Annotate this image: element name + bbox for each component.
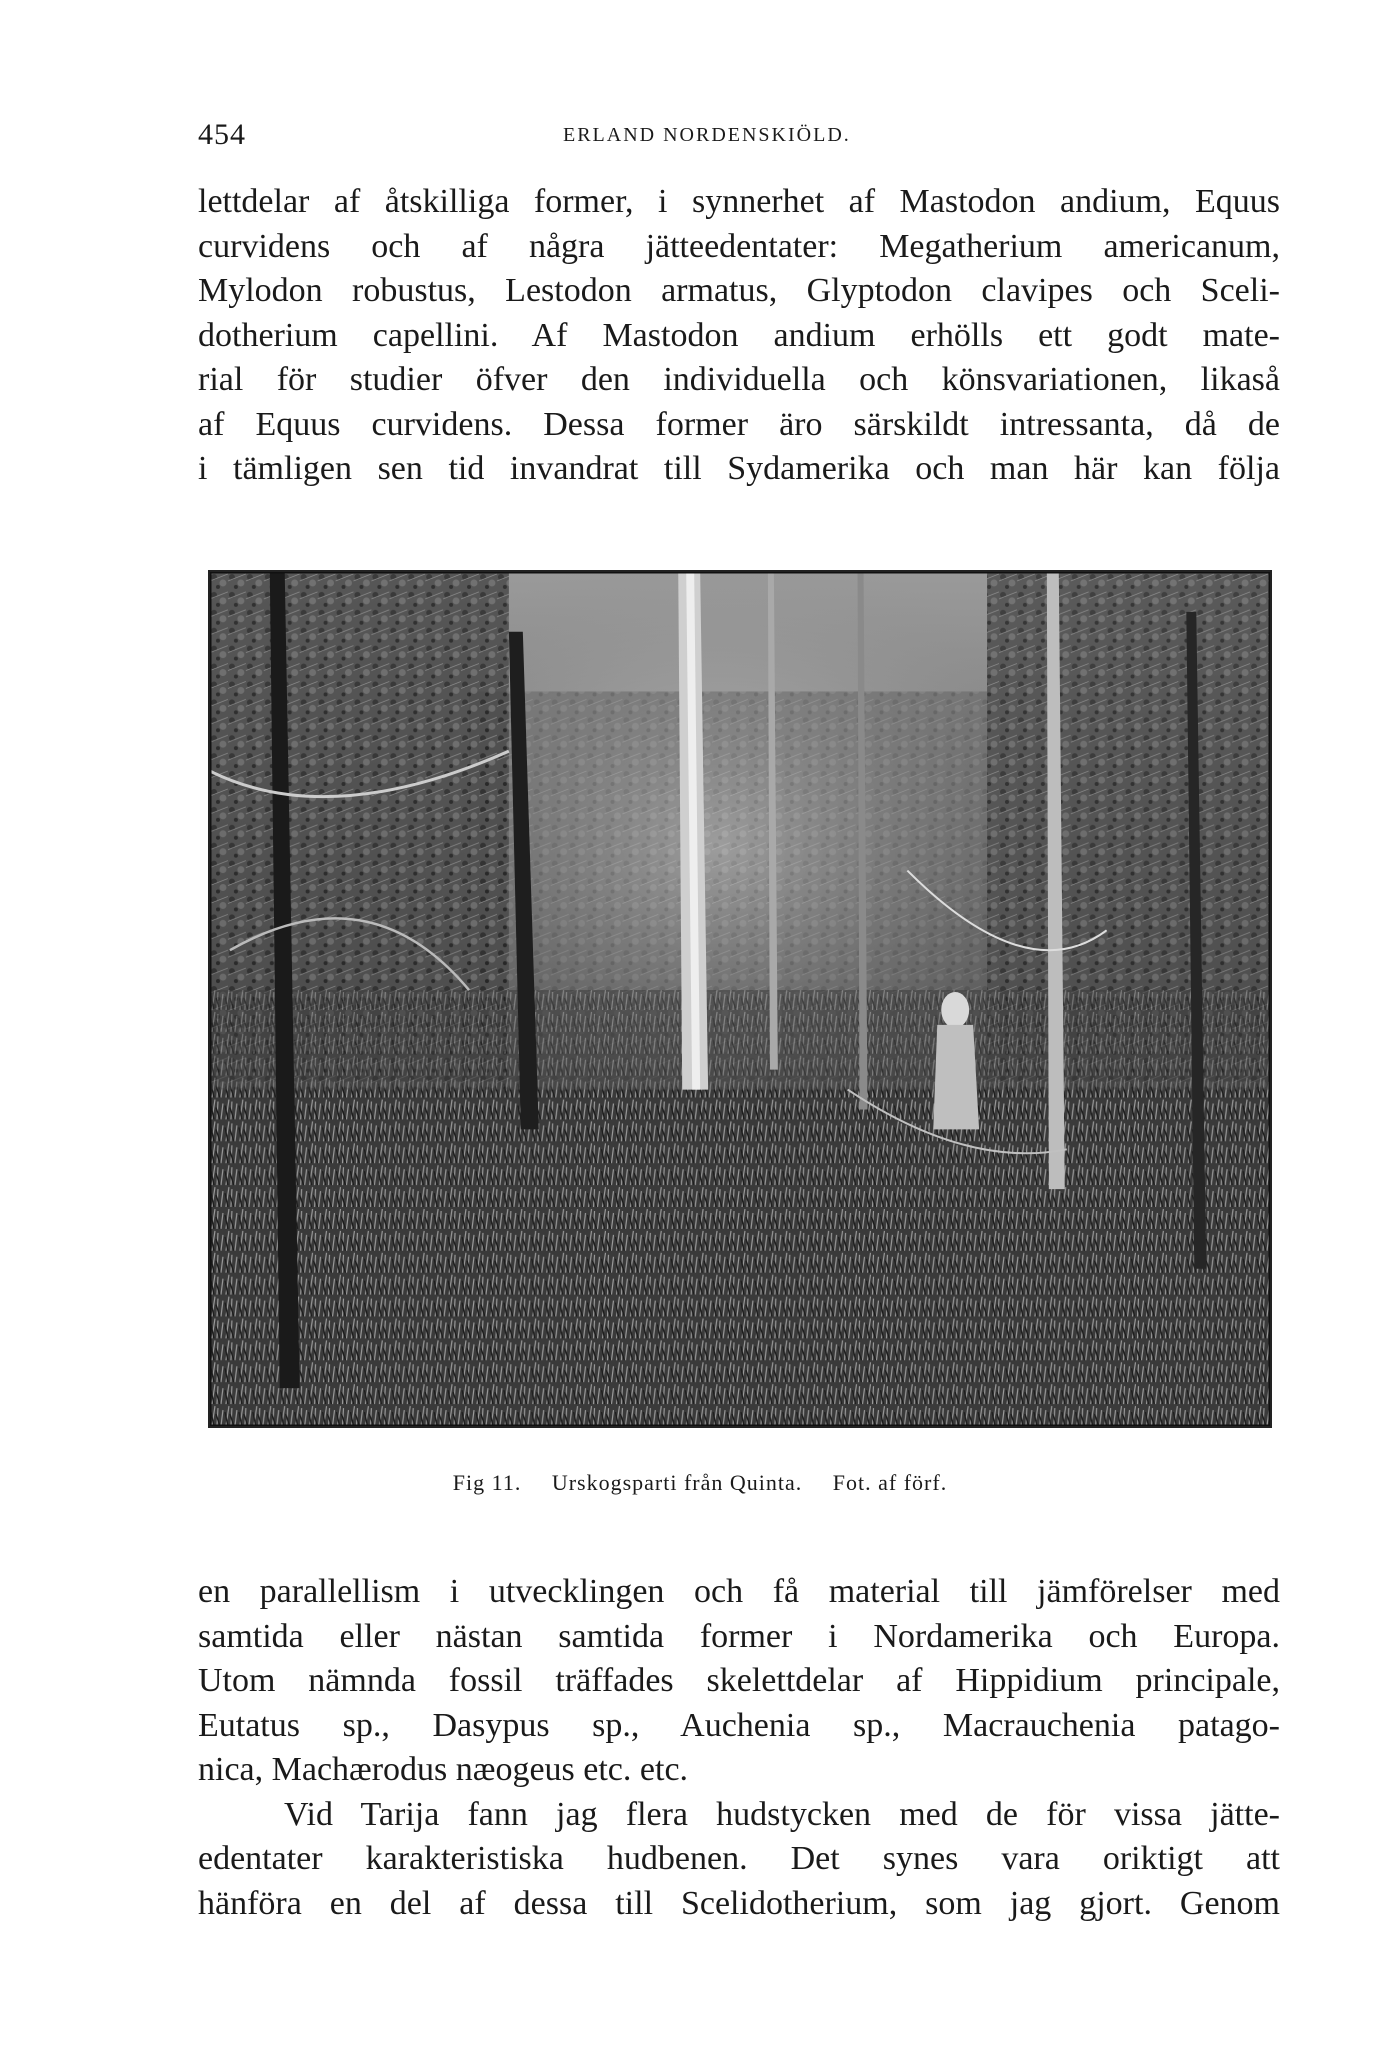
figure-caption [0,1470,1400,1496]
text-line: edentater karakteristiska hudbenen. Det synes vara oriktigt att [198,1840,1280,1877]
text-line: Vid Tarija fann jag flera hudstycken med de för vissa jätte- [284,1795,1280,1833]
page-header [198,118,1198,158]
figure-label: Fig 11. [452,1470,522,1495]
figure-title: Urskogsparti från Quinta. [551,1470,803,1495]
text-line: Mylodon robustus, Lestodon armatus, Glyptodon clavipes och Sceli- [198,272,1280,309]
text-line: curvidens och af några jätteedentater: Megatherium americanum, [198,227,1280,265]
text-line: en parallellism i utvecklingen och få material till jämförelser med [198,1573,1280,1610]
text-line: hänföra en del af dessa till Scelidotherium, som jag gjort. Genom [198,1884,1280,1922]
text-line: dotherium capellini. Af Mastodon andium erhölls ett godt mate- [198,316,1280,354]
text-line: lettdelar af åtskilliga former, i synnerhet af Mastodon andium, Equus [198,183,1280,220]
text-line: samtida eller nästan samtida former i Nordamerika och Europa. [198,1617,1280,1655]
running-head: ERLAND NORDENSKIÖLD. [563,124,851,146]
page-number: 454 [198,118,246,151]
forest-photo-illustration [210,572,1270,1426]
text-line: rial för studier öfver den individuella och könsvariationen, likaså [198,361,1280,398]
text-line: i tämligen sen tid invandrat till Sydamerika och man här kan följa [198,450,1280,487]
paragraph-bottom [198,1570,1280,1926]
text-line: af Equus curvidens. Dessa former äro särskildt intressanta, då de [198,405,1280,443]
text-line: Eutatus sp., Dasypus sp., Auchenia sp., Macrauchenia patago- [198,1706,1280,1744]
forest-photograph [208,570,1272,1428]
paragraph-top [198,180,1280,492]
text-line: nica, Machærodus næogeus etc. etc. [198,1751,689,1788]
text-line: Utom nämnda fossil träffades skelettdelar af Hippidium principale, [198,1662,1280,1699]
figure-credit: Fot. af förf. [832,1470,948,1495]
